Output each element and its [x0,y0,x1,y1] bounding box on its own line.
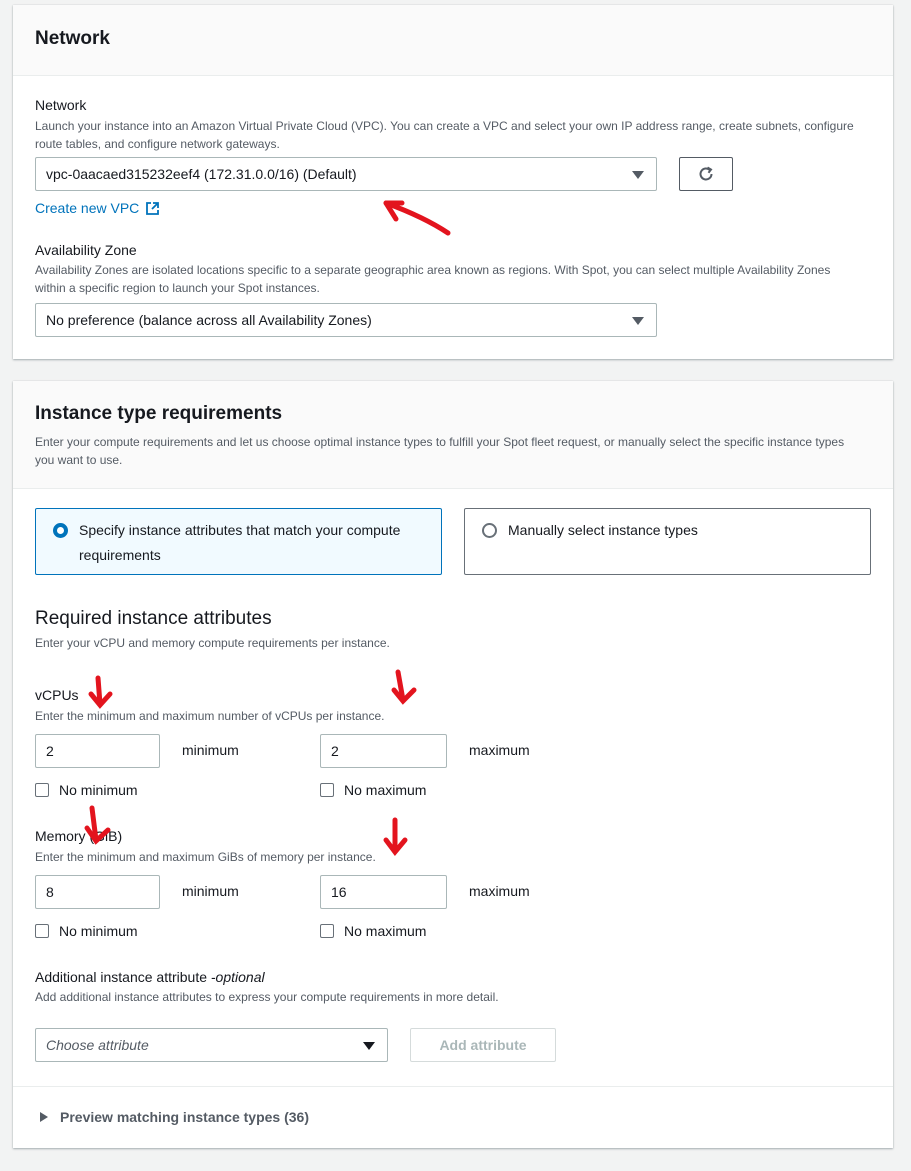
memory-description: Enter the minimum and maximum GiBs of memory per instance. [35,850,376,864]
vcpus-no-maximum-label: No maximum [344,782,427,798]
vpc-select[interactable] [35,157,657,191]
radio-unselected[interactable] [482,523,497,538]
tile-label: Specify instance attributes that match your compute requirements [79,522,401,563]
memory-min-unit: minimum [182,883,239,899]
availability-zone-select[interactable] [35,303,657,337]
vcpus-max-unit: maximum [469,742,530,758]
panel-title: Network [35,28,110,49]
memory-max-unit: maximum [469,883,530,899]
network-description: Launch your instance into an Amazon Virtual Private Cloud (VPC). You can create a VPC and select your own IP address range, create subnets, configure route tables, and configure network gateways. [35,119,854,151]
vcpus-no-minimum-label: No minimum [59,782,138,798]
preview-label: Preview matching instance types (36) [60,1109,309,1125]
annotation-arrow-icon [82,804,114,846]
refresh-icon [697,165,715,183]
memory-label: Memory (GiB) [35,828,123,844]
vcpus-description: Enter the minimum and maximum number of vCPUs per instance. [35,709,385,723]
vcpus-label: vCPUs [35,687,79,703]
specify-attributes-tile[interactable] [35,508,442,575]
additional-attribute-label [35,969,265,985]
preview-expander[interactable] [40,1109,309,1125]
availability-zone-label: Availability Zone [35,242,137,258]
annotation-arrow-icon [378,195,458,240]
vcpus-no-maximum-checkbox[interactable] [320,783,334,797]
additional-attribute-description: Add additional instance attributes to express your compute requirements in more detail. [35,990,499,1004]
create-vpc-link-text: Create new VPC [35,200,140,216]
network-label: Network [35,97,87,113]
refresh-button[interactable] [679,157,733,191]
vpc-select-value: vpc-0aacaed315232eef4 (172.31.0.0/16) (Default) [46,166,357,182]
create-vpc-link[interactable] [35,200,160,216]
tile-label: Manually select instance types [508,522,698,538]
attribute-select[interactable] [35,1028,388,1062]
optional-tag: -optional [210,969,265,985]
memory-no-minimum-label: No minimum [59,923,138,939]
memory-no-maximum-checkbox[interactable] [320,924,334,938]
memory-no-maximum-label: No maximum [344,923,427,939]
availability-zone-select-value: No preference (balance across all Availability Zones) [46,312,372,328]
divider [13,1086,893,1087]
attribute-select-placeholder: Choose attribute [46,1037,149,1053]
manual-select-tile[interactable] [464,508,871,575]
additional-attribute-label-text: Additional instance attribute [35,969,207,985]
external-link-icon [145,201,160,216]
network-panel [13,5,893,359]
memory-min-input[interactable]: 8 [35,875,160,909]
vcpus-min-input[interactable]: 2 [35,734,160,768]
availability-zone-description: Availability Zones are isolated locations specific to a separate geographic area known as regions. With Spot, you can select multiple Availability Zones within a specific region to launch your Spot instances. [35,263,831,295]
annotation-arrow-icon [388,668,420,708]
caret-down-icon [632,317,644,325]
vcpus-max-input[interactable]: 2 [320,734,447,768]
required-attributes-description: Enter your vCPU and memory compute requirements per instance. [35,636,390,650]
annotation-arrow-icon [86,674,116,712]
caret-down-icon [363,1042,375,1050]
network-panel-header [13,5,893,76]
instance-panel-header [13,381,893,489]
caret-right-icon [40,1112,48,1122]
memory-max-input[interactable]: 16 [320,875,447,909]
caret-down-icon [632,171,644,179]
add-attribute-button[interactable]: Add attribute [410,1028,556,1062]
required-attributes-heading: Required instance attributes [35,608,272,629]
radio-selected[interactable] [53,523,68,538]
memory-no-minimum-checkbox[interactable] [35,924,49,938]
vcpus-no-minimum-checkbox[interactable] [35,783,49,797]
panel-title: Instance type requirements [35,403,283,424]
annotation-arrow-icon [382,816,412,858]
panel-description: Enter your compute requirements and let us choose optimal instance types to fulfill your Spot fleet request, or manually select the specific instance types you want to use. [35,435,845,467]
instance-type-panel [13,381,893,1148]
vcpus-min-unit: minimum [182,742,239,758]
